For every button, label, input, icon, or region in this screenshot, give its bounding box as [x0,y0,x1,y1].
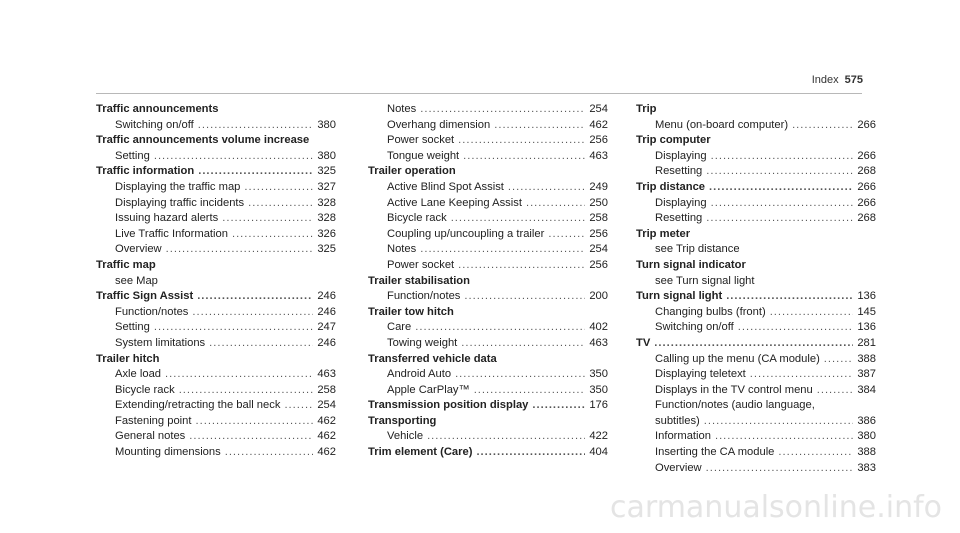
page-ref[interactable]: 266 [857,149,876,162]
index-subentry [636,398,876,414]
dot-leader [420,102,585,118]
dot-leader [711,149,854,165]
heading-text: Turn signal light [636,290,723,303]
index-entry [368,102,608,164]
page-ref[interactable]: 328 [317,196,336,209]
page-ref[interactable]: 350 [589,383,608,396]
page-ref[interactable]: 268 [857,212,876,225]
subentry-text: Issuing hazard alerts [115,212,219,225]
subentry-text: Function/notes [115,305,189,318]
index-subentry[interactable] [368,227,608,243]
index-subentry[interactable] [636,164,876,180]
index-subentry[interactable] [96,367,336,383]
page-ref[interactable]: 462 [317,446,336,459]
index-heading [96,352,246,368]
index-entry [368,274,608,305]
page-ref[interactable]: 266 [857,196,876,209]
subentry-text: Power socket [387,134,455,147]
dot-leader [415,320,585,336]
dot-leader [222,211,313,227]
index-column-3 [636,102,876,476]
index-heading [368,414,518,430]
page-ref[interactable]: 404 [589,446,608,459]
page-ref[interactable]: 462 [317,430,336,443]
heading-text: Traffic Sign Assist [96,290,194,303]
page-ref[interactable]: 462 [317,414,336,427]
page-ref[interactable]: 266 [857,180,876,193]
heading-text: Trailer tow hitch [368,305,454,318]
subentry-text: Bicycle rack [387,212,447,225]
page-ref[interactable]: 402 [589,321,608,334]
index-subentry[interactable] [96,398,336,414]
page-ref[interactable]: 266 [857,118,876,131]
page-ref[interactable]: 258 [317,383,336,396]
page-ref[interactable]: 350 [589,368,608,381]
index-entry [96,164,336,258]
page-ref[interactable]: 326 [317,227,336,240]
dot-leader [750,367,854,383]
index-subentry[interactable] [368,320,608,336]
index-subentry [636,274,876,290]
page-ref[interactable]: 462 [589,118,608,131]
dot-leader [654,336,853,352]
page-ref[interactable]: 386 [857,414,876,427]
index-subentry[interactable] [636,305,876,321]
dot-leader [726,289,853,305]
index-subentry[interactable] [368,102,608,118]
page-ref[interactable]: 463 [589,149,608,162]
index-subentry[interactable] [96,320,336,336]
index-heading[interactable] [636,180,876,196]
heading-text: Traffic announcements volume increase [96,134,310,147]
index-entry [368,445,608,461]
subentry-text: Function/notes [387,290,461,303]
index-subentry[interactable] [636,196,876,212]
index-heading [636,258,786,274]
dot-leader [192,305,313,321]
subentry-text: Changing bulbs (front) [655,305,766,318]
subentry-text: Fastening point [115,414,192,427]
index-entry [636,133,876,180]
dot-leader [778,445,853,461]
index-heading [368,305,518,321]
page-ref[interactable]: 256 [589,227,608,240]
dot-leader [209,336,313,352]
dot-leader [474,383,586,399]
index-subentry[interactable] [368,118,608,134]
subentry-text: Calling up the menu (CA module) [655,352,820,365]
header-rule [96,93,862,94]
index-subentry [96,274,336,290]
dot-leader [706,461,854,477]
page-ref[interactable]: 254 [589,243,608,256]
index-entry [368,414,608,445]
index-entry [636,102,876,133]
subentry-text: Power socket [387,258,455,271]
index-entry [96,289,336,351]
dot-leader [792,118,853,134]
heading-text: Trailer stabilisation [368,274,470,287]
subentry-text: Extending/retracting the ball neck [115,399,281,412]
dot-leader [824,352,854,368]
index-heading [96,258,246,274]
watermark-text: carmanualsonline.info [610,490,942,525]
index-subentry[interactable] [368,133,608,149]
page-ref[interactable]: 281 [857,336,876,349]
page-ref[interactable]: 422 [589,430,608,443]
page-ref[interactable]: 463 [317,368,336,381]
index-heading[interactable] [96,164,336,180]
dot-leader [154,149,313,165]
index-subentry[interactable] [368,258,608,274]
dot-leader [451,211,586,227]
index-entry [368,305,608,352]
heading-text: Trip computer [636,134,711,147]
index-subentry[interactable] [368,149,608,165]
index-subentry[interactable] [96,149,336,165]
index-heading [368,164,518,180]
index-subentry[interactable] [96,445,336,461]
index-heading [636,133,786,149]
index-subentry[interactable] [636,414,876,430]
index-subentry[interactable] [96,118,336,134]
subentry-text: Inserting the CA module [655,446,775,459]
subentry-text: Resetting [655,165,703,178]
index-subentry[interactable] [368,383,608,399]
index-subentry[interactable] [96,242,336,258]
index-subentry[interactable] [368,180,608,196]
page-header [812,74,863,86]
subentry-text: General notes [115,430,186,443]
page-ref[interactable]: 463 [589,336,608,349]
subentry-text: Bicycle rack [115,383,175,396]
dot-leader [709,180,853,196]
index-subentry[interactable] [96,211,336,227]
index-entry [636,289,876,336]
index-entry [368,164,608,273]
dot-leader [706,211,853,227]
subentry-text: Setting [115,149,150,162]
subentry-text: Function/notes (audio language, [655,399,815,412]
page-ref[interactable]: 388 [857,352,876,365]
dot-leader [817,383,854,399]
subentry-text: Vehicle [387,430,424,443]
index-entry [96,133,336,164]
page-ref[interactable]: 200 [589,290,608,303]
dot-leader [189,429,313,445]
subentry-text: see Map [115,274,158,287]
dot-leader [179,383,314,399]
page-ref[interactable]: 246 [317,290,336,303]
index-subentry[interactable] [368,196,608,212]
subentry-text: Overhang dimension [387,118,491,131]
subentry-text: Active Lane Keeping Assist [387,196,522,209]
dot-leader [476,445,585,461]
index-subentry[interactable] [636,429,876,445]
dot-leader [494,118,585,134]
page-ref[interactable]: 380 [317,149,336,162]
page-ref[interactable]: 247 [317,321,336,334]
page-ref[interactable]: 256 [589,258,608,271]
index-heading [636,227,786,243]
page-ref[interactable]: 325 [317,165,336,178]
heading-text: Transporting [368,414,437,427]
dot-leader [154,320,313,336]
index-subentry[interactable] [636,461,876,477]
subentry-text: see Trip distance [655,243,740,256]
dot-leader [715,429,853,445]
page-ref[interactable]: 380 [317,118,336,131]
page-ref[interactable]: 250 [589,196,608,209]
page-ref[interactable]: 145 [857,305,876,318]
heading-text: Trip meter [636,227,691,240]
index-subentry[interactable] [96,227,336,243]
index-entry [368,352,608,399]
index-subentry[interactable] [368,211,608,227]
heading-text: Trip [636,103,657,115]
page-ref[interactable]: 387 [857,368,876,381]
page-ref[interactable]: 176 [589,399,608,412]
heading-text: Transmission position display [368,399,529,412]
page-ref[interactable]: 254 [317,399,336,412]
page-ref[interactable]: 325 [317,243,336,256]
index-subentry[interactable] [96,336,336,352]
subentry-text: Overview [115,243,162,256]
dot-leader [427,429,585,445]
subentry-text: System limitations [115,336,206,349]
subentry-text: Information [655,430,711,443]
heading-text: Transferred vehicle data [368,352,497,365]
index-subentry[interactable] [368,367,608,383]
index-column-1 [96,102,336,461]
subentry-text: Overview [655,461,702,474]
subentry-text: Displaying teletext [655,368,746,381]
index-subentry[interactable] [96,429,336,445]
index-subentry[interactable] [368,242,608,258]
index-subentry[interactable] [96,196,336,212]
index-subentry[interactable] [636,383,876,399]
dot-leader [770,305,854,321]
subentry-text: Displaying traffic incidents [115,196,245,209]
subentry-text: Axle load [115,368,162,381]
heading-text: Traffic announcements [96,103,219,115]
index-heading[interactable] [96,289,336,305]
dot-leader [198,164,313,180]
index-subentry[interactable] [636,320,876,336]
subentry-text: Notes [387,243,417,256]
dot-leader [532,398,585,414]
subentry-text: Care [387,321,412,334]
subentry-text: Switching on/off [655,321,734,334]
page-ref[interactable]: 380 [857,430,876,443]
heading-text: Turn signal indicator [636,258,746,271]
index-entry [96,352,336,461]
page-ref[interactable]: 327 [317,180,336,193]
page-ref[interactable]: 258 [589,212,608,225]
subentry-text: Live Traffic Information [115,227,228,240]
dot-leader [738,320,854,336]
dot-leader [248,196,313,212]
dot-leader [244,180,313,196]
subentry-text: Tongue weight [387,149,460,162]
index-heading [368,274,518,290]
dot-leader [232,227,313,243]
index-heading [96,102,246,118]
index-subentry[interactable] [636,445,876,461]
page-ref[interactable]: 384 [857,383,876,396]
subentry-text: Displaying the traffic map [115,180,241,193]
index-heading[interactable] [636,289,876,305]
index-subentry[interactable] [636,352,876,368]
subentry-text: Coupling up/uncoupling a trailer [387,227,545,240]
subentry-text: Switching on/off [115,118,194,131]
dot-leader [464,289,585,305]
dot-leader [166,242,314,258]
dot-leader [463,149,585,165]
subentry-text: Displaying [655,149,707,162]
page-number: 575 [844,74,863,86]
page-ref[interactable]: 249 [589,180,608,193]
page-ref[interactable]: 383 [857,461,876,474]
heading-text: Traffic information [96,165,195,178]
subentry-text: Active Blind Spot Assist [387,180,504,193]
index-subentry[interactable] [636,149,876,165]
index-heading [636,102,786,118]
subentry-text: Displays in the TV control menu [655,383,813,396]
dot-leader [198,118,314,134]
index-subentry[interactable] [636,211,876,227]
page-ref[interactable]: 136 [857,290,876,303]
page-ref[interactable]: 328 [317,212,336,225]
subentry-text: Menu (on-board computer) [655,118,789,131]
heading-text: Trailer operation [368,165,456,178]
index-subentry[interactable] [96,414,336,430]
index-subentry[interactable] [96,383,336,399]
index-subentry[interactable] [636,367,876,383]
subentry-text: subtitles) [655,414,700,427]
index-entry [636,180,876,227]
dot-leader [704,414,854,430]
subentry-text: Displaying [655,196,707,209]
page-ref[interactable]: 254 [589,103,608,115]
heading-text: Trailer hitch [96,352,160,365]
dot-leader [458,133,585,149]
index-heading[interactable] [636,336,876,352]
index-subentry[interactable] [636,118,876,134]
page-ref[interactable]: 256 [589,134,608,147]
dot-leader [458,258,585,274]
index-subentry[interactable] [368,289,608,305]
dot-leader [461,336,585,352]
heading-text: Traffic map [96,258,156,271]
dot-leader [548,227,585,243]
page-ref[interactable]: 268 [857,165,876,178]
index-subentry[interactable] [368,336,608,352]
index-entry [636,336,876,476]
subentry-text: Android Auto [387,368,452,381]
index-entry [96,102,336,133]
section-label: Index [811,74,839,86]
index-heading[interactable] [368,445,608,461]
page-ref[interactable]: 388 [857,446,876,459]
index-entry [96,258,336,289]
subentry-text: Resetting [655,212,703,225]
dot-leader [284,398,313,414]
dot-leader [711,196,854,212]
index-subentry[interactable] [96,180,336,196]
index-entry [636,258,876,289]
heading-text: TV [636,336,651,349]
dot-leader [526,196,585,212]
subentry-text: Towing weight [387,336,458,349]
subentry-text: Mounting dimensions [115,446,221,459]
subentry-text: Apple CarPlay™ [387,383,470,396]
page-ref[interactable]: 246 [317,305,336,318]
dot-leader [225,445,314,461]
subentry-text: Notes [387,103,417,115]
index-subentry[interactable] [368,429,608,445]
heading-text: Trim element (Care) [368,446,473,459]
index-heading [96,133,310,149]
index-subentry[interactable] [96,305,336,321]
subentry-text: Setting [115,321,150,334]
dot-leader [455,367,585,383]
index-entry [636,227,876,258]
subentry-text: see Turn signal light [655,274,755,287]
index-column-2 [368,102,608,461]
dot-leader [197,289,313,305]
dot-leader [706,164,853,180]
page-ref[interactable]: 136 [857,321,876,334]
heading-text: Trip distance [636,180,706,193]
dot-leader [420,242,585,258]
dot-leader [508,180,585,196]
index-heading[interactable] [368,398,608,414]
index-subentry [636,242,876,258]
page-ref[interactable]: 246 [317,336,336,349]
dot-leader [196,414,314,430]
dot-leader [165,367,313,383]
index-heading [368,352,518,368]
index-entry [368,398,608,414]
